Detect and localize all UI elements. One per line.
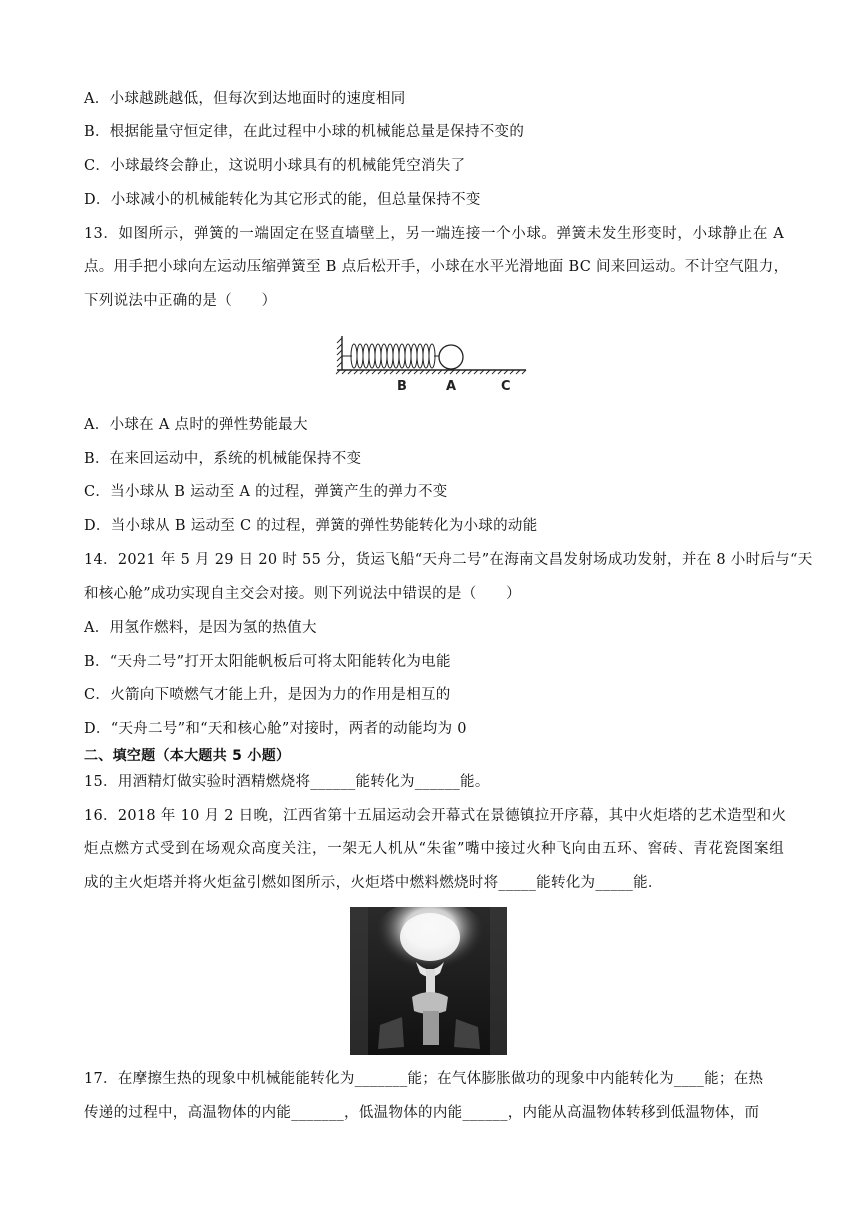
q15-stem: 15．用酒精灯做实验时酒精燃烧将______能转化为______能。 [84,774,490,790]
q12-option-b: B．根据能量守恒定律，在此过程中小球的机械能总量是保持不变的 [84,124,525,140]
q17-stem-line1: 17．在摩擦生热的现象中机械能能转化为_______能；在气体膨胀做功的现象中内能转化为____能；在热 [84,1071,764,1087]
q14-option-c: C．火箭向下喷燃气才能上升，是因为力的作用是相互的 [84,687,451,703]
q13-stem-line2: 点。用手把小球向左运动压缩弹簧至 B 点后松开手，小球在水平光滑地面 BC 间来回运动。不计空气阻力， [84,259,789,275]
section2-heading: 二、填空题（本大题共 5 小题） [84,748,291,764]
q13-option-c: C．当小球从 B 运动至 A 的过程，弹簧产生的弹力不变 [84,484,448,500]
q16-stem-line3: 成的主火炬塔并将火炬盆引燃如图所示，火炬塔中燃料燃烧时将_____能转化为_____能． [84,875,663,891]
q17-stem-line2: 传递的过程中，高温物体的内能_______，低温物体的内能______，内能从高温物体转移到低温物体，而 [84,1105,760,1121]
q16-stem-line2: 炬点燃方式受到在场观众高度关注，一架无人机从“朱雀”嘴中接过火种飞向由五环、窖砖、青花瓷图案组 [84,841,784,857]
q13-option-b: B．在来回运动中，系统的机械能保持不变 [84,451,362,467]
q16-stem-line1: 16．2018 年 10 月 2 日晚，江西省第十五届运动会开幕式在景德镇拉开序幕，其中火炬塔的艺术造型和火 [84,808,787,824]
q14-stem-line2: 和核心舱”成功实现自主交会对接。则下列说法中错误的是（ ） [84,586,521,602]
q13-option-d: D．当小球从 B 运动至 C 的过程，弹簧的弹性势能转化为小球的动能 [84,518,538,534]
torch-tower-photo [350,907,507,1055]
q14-option-b: B．“天舟二号”打开太阳能帆板后可将太阳能转化为电能 [84,654,451,670]
q13-stem-line1: 13．如图所示，弹簧的一端固定在竖直墙壁上，另一端连接一个小球。弹簧未发生形变时，小球静止在 A [84,226,784,242]
q13-option-a: A．小球在 A 点时的弹性势能最大 [84,417,308,433]
q14-option-a: A．用氢作燃料，是因为氢的热值大 [84,620,317,636]
label-c: C [501,379,511,394]
q13-stem-line3: 下列说法中正确的是（ ） [84,293,277,309]
q14-option-d: D．“天舟二号”和“天和核心舱”对接时，两者的动能均为 0 [84,721,467,737]
q12-option-c: C．小球最终会静止，这说明小球具有的机械能凭空消失了 [84,158,466,174]
q14-stem-line1: 14．2021 年 5 月 29 日 20 时 55 分，货运飞船“天舟二号”在海南文昌发射场成功发射，并在 8 小时后与“天 [84,552,813,568]
q12-option-a: A．小球越跳越低，但每次到达地面时的速度相同 [84,91,406,107]
label-b: B [397,379,407,394]
q12-option-d: D．小球减小的机械能转化为其它形式的能，但总量保持不变 [84,192,481,208]
spring-ball-figure [334,330,528,396]
label-a: A [446,379,457,394]
